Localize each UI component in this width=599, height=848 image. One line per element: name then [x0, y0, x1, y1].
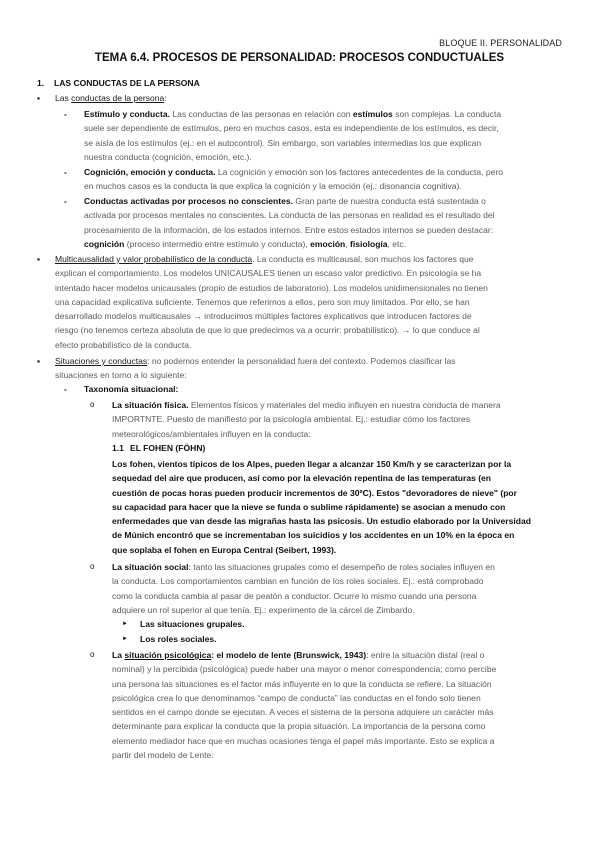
dash-no-conscientes: Conductas activadas por procesos no conscientes. Gran parte de nuestra conducta está sustentada o activada por procesos mentales no conscientes. La conducta de las personas en realidad es el resultado del procesamiento de la información, de los estados internos. Entre estos estados internos se pueden destacar: cognición (proceso intermedio entre estímulo y conducta), emoción, fisiología, etc.	[84, 196, 495, 249]
bullet-multicausalidad: Multicausalidad y valor probabilístico de la conducta. La conducta es multicausal, son muchos los factores que explican el comportamiento. Los modelos UNICAUSALES tienen un escaso valor predictivo. En psicología se ha intentado hacer modelos unicausales (propio de estudios de laboratorio). Los modelos unidimensionales no tienen una capacidad explicativa suficiente. Tenemos que referirnos a ellos, pero son muy limitados. Por ello, se han desarrollado modelos multicausales → introducimos múltiples factores explicativos que introducen factores de riesgo (no tenemos certeza absoluta de que lo que predecimos va a ocurrir: probabilístico). → lo que conduce al efecto probabilístico de la conducta.	[55, 254, 488, 350]
circle-bullet: o	[90, 650, 95, 659]
situacion-fisica: La situación física. Elementos físicos y materiales del medio influyen en nuestra conducta de manera IMPORTNTE. Puesto de manifiesto por la psicología ambiental. Ej.: estudiar cómo los factores meteorológicos/ambientales influyen en la conducta:	[112, 400, 501, 439]
taxonomia-heading: Taxonomía situacional:	[84, 384, 179, 394]
dash-cognicion: Cognición, emoción y conducta. La cognición y emoción son los factores antecedentes de la conducta, pero en muchos casos es la conducta la que explica la cognición y la emoción (ej.: disonancia cognitiva).	[84, 167, 503, 192]
bullet-dot: ▪	[37, 93, 41, 103]
page-title: TEMA 6.4. PROCESOS DE PERSONALIDAD: PROCESOS CONDUCTUALES	[94, 52, 505, 64]
dash-marker: -	[64, 196, 67, 206]
situacion-psicologica: La situación psicológica: el modelo de lente (Brunswick, 1943): entre la situación distal (real o nominal) y la percibida (psicológica) puede haber una mayor o menor correspondencia; como percibe una persona las situaciones es el factor más influyente en lo que la conducta se refiere. La situación psicológica crea lo que denominamos “campo de conducta” las conductas en el fondo solo tienen sentidos en el campo donde se ejecutan. A veces el sistema de la persona adquiere un carácter más determinante para explicar la conducta que la propia situación. La importancia de la persona como elemento mediador hace que en muchas ocasiones tenga el papel más importante. Esto se explica a partir del modelo de Lente:	[112, 650, 497, 761]
bullet-situaciones: Situaciones y conductas: no podemos entender la personalidad fuera del contexto. Podemos clasificar las situaciones en torno a lo siguiente:	[55, 356, 456, 381]
bullet-conductas: Las conductas de la persona:	[55, 93, 167, 103]
subsection-number: 1.1	[112, 443, 124, 453]
bullet-dot: ▪	[37, 356, 41, 366]
circle-bullet: o	[90, 400, 95, 409]
roles-item: Los roles sociales.	[140, 634, 217, 644]
page-header: BLOQUE II. PERSONALIDAD	[439, 38, 562, 48]
dash-marker: -	[64, 167, 67, 177]
situacion-social: La situación social: tanto las situaciones grupales como el desempeño de roles sociales influyen en la conducta. Los comportamientos cambian en función de los roles sociales. Ej.: está comprobado como la conducta cambia al pasar de peatón a conductor. Ocurre lo mismo cuando una persona adquiere un rol superior al que tenía. Ej.: experimento de la cárcel de Zimbardo.	[112, 562, 495, 615]
dash-estimulo: Estímulo y conducta. Las conductas de las personas en relación con estímulos son complejas. La conducta suele ser dependiente de estímulos, pero en muchos casos, esta es independiente de los estímulos, es decir, se aísla de los estímulos (ej.: en el autocontrol). Sin embargo, son variables intermedias los que explican nuestra conducta (cognición, emoción, etc.).	[84, 109, 502, 162]
bullet-dot: ▪	[37, 254, 41, 264]
subsection-title: EL FOHEN (FÖHN)	[130, 443, 206, 453]
triangle-bullet: ►	[122, 636, 128, 642]
dash-marker: -	[64, 384, 67, 394]
triangle-bullet: ►	[122, 621, 128, 627]
section-title: LAS CONDUCTAS DE LA PERSONA	[54, 78, 200, 88]
roles-item: Las situaciones grupales.	[140, 619, 245, 629]
dash-marker: -	[64, 109, 67, 119]
fohen-paragraph: Los fohen, vientos típicos de los Alpes, pueden llegar a alcanzar 150 Km/h y se caracterizan por la sequedad del aire que producen, así como por la elevación repentina de las temperaturas (en cuestión de pocas horas pueden producir incrementos de 30ºC). Estos "devoradores de nieve" (por su capacidad para hacer que la nieve se funda o sublime rápidamente) se asocian a menudo con enfermedades que van desde las migrañas hasta las psicosis. Un estudio elaborado por la Universidad de Múnich encontró que se incrementaban los suicidios y los accidentes en un 10% en la época en que soplaba el fohen en Europa Central (Seibert, 1993).	[112, 459, 531, 555]
section-number: 1.	[37, 78, 45, 88]
circle-bullet: o	[90, 562, 95, 571]
